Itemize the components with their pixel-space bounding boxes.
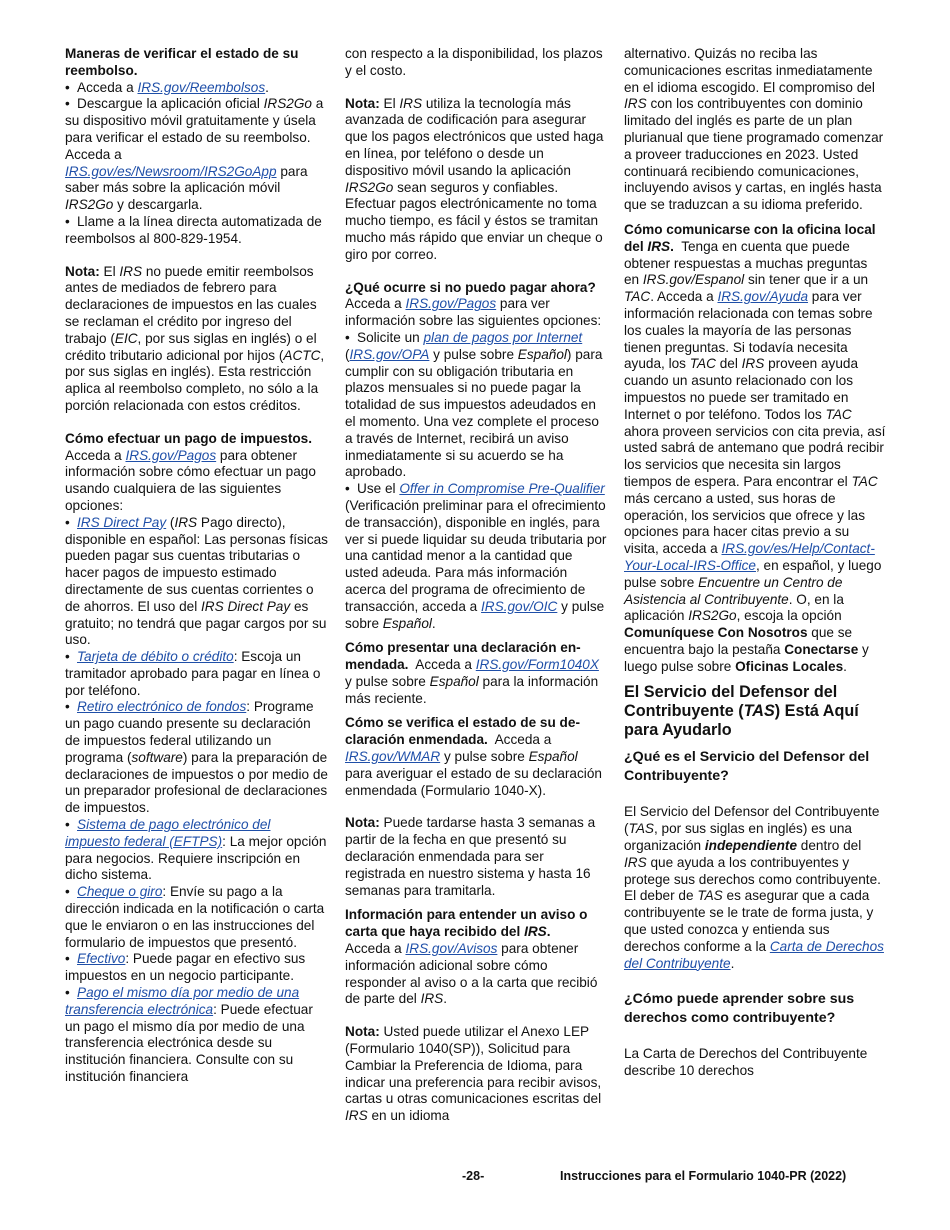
reembolsos-link[interactable]: IRS.gov/Reembolsos [137,79,266,95]
withdrawal-link[interactable]: Retiro electrónico de fondos [77,699,247,715]
column-2 [345,46,607,1125]
refund-note: Nota: El IRS no puede emitir reembolsos antes de mediados de febrero para declaraciones de impuestos en las cuales se reclaman el crédito por ingreso del trabajo (EIC, por sus siglas en inglés) o el crédito tributario adicional por hijos (ACTC, por sus siglas en inglés). Esta restricción aplica al reembolso completo, no sólo a la porción relacionada con estos créditos. [65,263,325,413]
bullet-eftps: • Sistema de pago electrónico del impuesto federal (EFTPS): La mejor opción para negocios. Requiere inscripción en dicho sistema. [65,817,327,883]
local-office-link[interactable]: IRS.gov/es/Help/Contact-Your-Local-IRS-Office [624,541,875,573]
refund-status-section [65,46,329,248]
taxpayer-bill-of-rights-link[interactable]: Carta de Derechos del Contribuyente [624,938,884,971]
wmar-link[interactable]: IRS.gov/WMAR [345,749,441,765]
payment-heading: Cómo efectuar un pago de impuestos. [65,430,312,446]
card-link[interactable]: Tarjeta de débito o crédito [77,649,234,665]
irs2go-app-link[interactable]: IRS.gov/es/Newsroom/IRS2GoApp [65,163,277,179]
pagos-link[interactable]: IRS.gov/Pagos [125,447,217,463]
bullet-refund-app: • Descargue la aplicación oficial IRS2Go a su dispositivo móvil gratuitamente y úsela para verificar el estado de su reembolso. Acceda a IRS.gov/es/Newsroom/IRS2GoApp para saber más sobre la aplicación móvil IRS2Go y descargarla. [65,96,324,213]
column-1 [65,46,329,1102]
bullet-check: • Cheque o giro: Envíe su pago a la dirección indicada en la notificación o carta que le enviaron o en las instrucciones del formulario de impuestos que presentó. [65,884,325,950]
payment-plan-link[interactable]: plan de pagos por Internet [423,329,583,345]
amended-status-section: Cómo se verifica el estado de su declaración enmendada. Acceda a IRS.gov/WMAR y pulse sobre Español para averiguar el estado de su declaración enmendada (Formulario 1040-X). [345,715,602,798]
rights-text: La Carta de Derechos del Contribuyente describe 10 derechos [624,1046,868,1079]
page-number: -28- [462,1169,485,1183]
bullet-cash: • Efectivo: Puede pagar en efectivo sus impuestos en un negocio participante. [65,951,306,984]
check-link[interactable]: Cheque o giro [77,884,163,900]
refund-status-heading: Maneras de verificar el estado de su reembolso. [65,46,299,78]
avisos-link[interactable]: IRS.gov/Avisos [405,941,498,957]
bullet-direct-pay: • IRS Direct Pay (IRS Pago directo), disponible en español: Las personas físicas pueden pagar sus cuentas tributarias o hacer pagos de impuesto estimado directamente de sus cuentas corrientes o de ahorros. El uso del IRS Direct Pay es gratuito; no tendrá que pagar cargos por su uso. [65,514,328,648]
pagos-link-2[interactable]: IRS.gov/Pagos [405,296,497,312]
what-is-tas-heading: ¿Qué es el Servicio del Defensor del Contribuyente? [624,749,870,785]
column-2-continuation: con respecto a la disponibilidad, los plazos y el costo. [345,46,603,78]
rights-heading: ¿Cómo puede aprender sobre sus derechos como contribuyente? [624,991,855,1027]
payment-section: Cómo efectuar un pago de impuestos. Acceda a IRS.gov/Pagos para obtener información sobre cómo efectuar un pago usando cualquiera de las siguientes opciones: • IRS Direct Pay (IRS Pago directo), disponible en español: Las personas físicas pueden pagar sus cuentas tributarias o hacer pagos de impuesto estimado directamente de sus cuentas corrientes o de ahorros. El uso del IRS Direct Pay es gratuito; no tendrá que pagar cargos por su uso. • Tarjeta de débito o crédito: Escoja un tramitador aprobado para pagar en línea o por teléfono. • Retiro electrónico de fondos: Programe un pago cuando presente su declaración de impuestos federal utilizando un programa (software) para la preparación de declaraciones de impuestos o por medio de un preparador profesional de declaraciones de impuestos. • Sistema de pago electrónico del impuesto federal (EFTPS): La mejor opción para negocios. Requiere inscripción en dicho sistema. • Cheque o giro: Envíe su pago a la dirección indicada en la notificación o carta que le enviaron o en las instrucciones del formulario de impuestos que presentó. • Efectivo: Puede pagar en efectivo sus impuestos en un negocio participante. • Pago el mismo día por medio de una transferencia electrónica: Puede efectuar un pago el mismo día por medio de una transferencia electrónica desde su institución financiera. Consulte con su institución financiera [65,430,328,1085]
oic-prequalifier-link[interactable]: Offer in Compromise Pre-Qualifier [399,481,605,497]
notice-section: Información para entender un aviso o carta que haya recibido del IRS. Acceda a IRS.gov/Avisos para obtener información adicional sobre cómo responder al aviso o a la carta que recibió de parte del IRS. [345,907,598,1007]
what-is-tas-text: El Servicio del Defensor del Contribuyente (TAS, por sus siglas en inglés) es una organización independiente dentro del IRS que ayuda a los contribuyentes y protege sus derechos como contribuyente. El deber de TAS es asegurar que a cada contribuyente se le trate de forma justa, y que usted conozca y entienda sus derechos conforme a la Carta de Derechos del Contribuyente. [624,804,884,971]
cant-pay-heading: ¿Qué ocurre si no puedo pagar ahora? [345,279,596,295]
cant-pay-section: ¿Qué ocurre si no puedo pagar ahora? Acceda a IRS.gov/Pagos para ver información sobre las siguientes opciones: • Solicite un plan de pagos por Internet (IRS.gov/OPA y pulse sobre Español) para cumplir con su obligación tributaria en plazos mensuales si no puede pagar la totalidad de sus impuestos adeudados en el momento. Una vez complete el proceso a través de Internet, recibirá un aviso inmediatamente si su acuerdo se ha aprobado. • Use el Offer in Compromise Pre-Qualifier (Verificación preliminar para el ofrecimiento de transacción), disponible en inglés, para ver si puede liquidar su deuda tributaria por una cantidad menor a la cantidad que usted adeuda. Para más información acerca del programa de ofrecimiento de transacción, acceda a IRS.gov/OIC y pulse sobre Español. [345,279,607,631]
amended-status-heading: Cómo se verifica el estado de su declaración enmendada. [345,715,580,748]
notice-heading: Información para entender un aviso o carta que haya recibido del IRS. [345,907,588,940]
ayuda-link[interactable]: IRS.gov/Ayuda [717,289,809,305]
tas-section-title: El Servicio del Defensor del Contribuyente (TAS) Está Aquí para Ayudarlo [624,683,859,740]
bullet-refund-link: • Acceda a IRS.gov/Reembolsos. [65,79,269,95]
local-office-heading: Cómo comunicarse con la oficina local del IRS. [624,221,876,254]
wire-link[interactable]: Pago el mismo día por medio de una transferencia electrónica [65,985,300,1017]
cash-link[interactable]: Efectivo [77,951,126,967]
column-3-continuation: alternativo. Quizás no reciba las comunicaciones escritas inmediatamente en el idioma escogido. El compromiso del IRS con los contribuyentes con dominio limitado del inglés es parte de un plan plurianual que tiene programado comenzar a proveer traducciones en 2023. Usted continuará recibiendo comunicaciones, incluyendo avisos y cartas, en inglés hasta que se traduzcan a su idioma preferido. [624,46,884,213]
bullet-card: • Tarjeta de débito o crédito: Escoja un tramitador aprobado para pagar en línea o por teléfono. [65,649,321,698]
security-note: Nota: El IRS utiliza la tecnología más avanzada de codificación para asegurar que los pagos electrónicos que usted haga en línea, por teléfono o desde un dispositivo móvil usando la aplicación IRS2Go sean seguros y confiables. Efectuar pagos electrónicamente no toma mucho tiempo, es fácil y éstos se tramitan mucho más rápido que enviar un cheque o giro por correo. [345,95,604,262]
local-office-section: Cómo comunicarse con la oficina local del IRS. Tenga en cuenta que puede obtener respuestas a muchas preguntas en IRS.gov/Espanol sin tener que ir a un TAC. Acceda a IRS.gov/Ayuda para ver información relacionada con temas sobre los cuales la mayoría de las personas tienen preguntas. Si todavía necesita ayuda, los TAC del IRS proveen ayuda cuando un asunto relacionado con los impuestos no puede ser tramitado en Internet o por teléfono. Todos los TAC ahora proveen servicios con cita previa, así usted sabrá de antemano que podrá recibir los servicios que necesita sin largos tiempos de espera. Para encontrar el TAC más cercano a usted, sus horas de operación, los servicios que ofrece y las opciones para hacer citas previo a su visita, acceda a IRS.gov/es/Help/Contact-Your-Local-IRS-Office, en español, y luego pulse sobre Encuentre un Centro de Asistencia al Contribuyente. O, en la aplicación IRS2Go, escoja la opción Comuníquese Con Nosotros que se encuentra bajo la pestaña Conectarse y luego pulse sobre Oficinas Locales. [624,221,886,674]
bullet-wire: • Pago el mismo día por medio de una transferencia electrónica: Puede efectuar un pago el mismo día por medio de una transferencia electrónica desde su institución financiera. Consulte con su institución financiera [65,985,313,1085]
amended-note: Nota: Puede tardarse hasta 3 semanas a partir de la fecha en que presentó su declaración enmendada para ser registrada en nuestro sistema y hasta 16 semanas para tramitarla. [345,815,596,898]
language-note: Nota: Usted puede utilizar el Anexo LEP (Formulario 1040(SP)), Solicitud para Cambiar la Preferencia de Idioma, para indicar una preferencia para recibir avisos, cartas u otras comunicaciones escritas del IRS en un idioma [345,1024,602,1124]
bullet-oic: • Use el Offer in Compromise Pre-Qualifier (Verificación preliminar para el ofrecimiento de transacción), disponible en inglés, para ver si puede liquidar su deuda tributaria por una cantidad menor a la cantidad que usted adeuda. Para más información acerca del programa de ofrecimiento de transacción, acceda a IRS.gov/OIC y pulse sobre Español. [345,481,607,631]
bullet-refund-hotline: • Llame a la línea directa automatizada de reembolsos al 800-829-1954. [65,213,322,246]
footer-title: Instrucciones para el Formulario 1040-PR (2022) [560,1169,847,1183]
opa-link[interactable]: IRS.gov/OPA [349,346,430,362]
bullet-payment-plan: • Solicite un plan de pagos por Internet (IRS.gov/OPA y pulse sobre Español) para cumplir con su obligación tributaria en plazos mensuales si no puede pagar la totalidad de sus impuestos adeudados en el momento. Una vez complete el proceso a través de Internet, recibirá un aviso inmediatamente si su acuerdo se ha aprobado. [345,329,603,480]
bullet-withdrawal: • Retiro electrónico de fondos: Programe un pago cuando presente su declaración de impuestos federal utilizando un programa (software) para la preparación de declaraciones de impuestos o por medio de un preparador profesional de declaraciones de impuestos. [65,699,328,816]
form1040x-link[interactable]: IRS.gov/Form1040X [475,657,599,673]
column-3 [624,46,886,1080]
eftps-link[interactable]: Sistema de pago electrónico del impuesto federal (EFTPS) [65,817,271,849]
amended-file-section: Cómo presentar una declaración enmendada. Acceda a IRS.gov/Form1040X y pulse sobre Español para la información más reciente. [345,640,599,706]
direct-pay-link[interactable]: IRS Direct Pay [77,514,167,530]
amended-file-heading: Cómo presentar una declaración enmendada. [345,640,581,673]
oic-link[interactable]: IRS.gov/OIC [481,598,558,614]
